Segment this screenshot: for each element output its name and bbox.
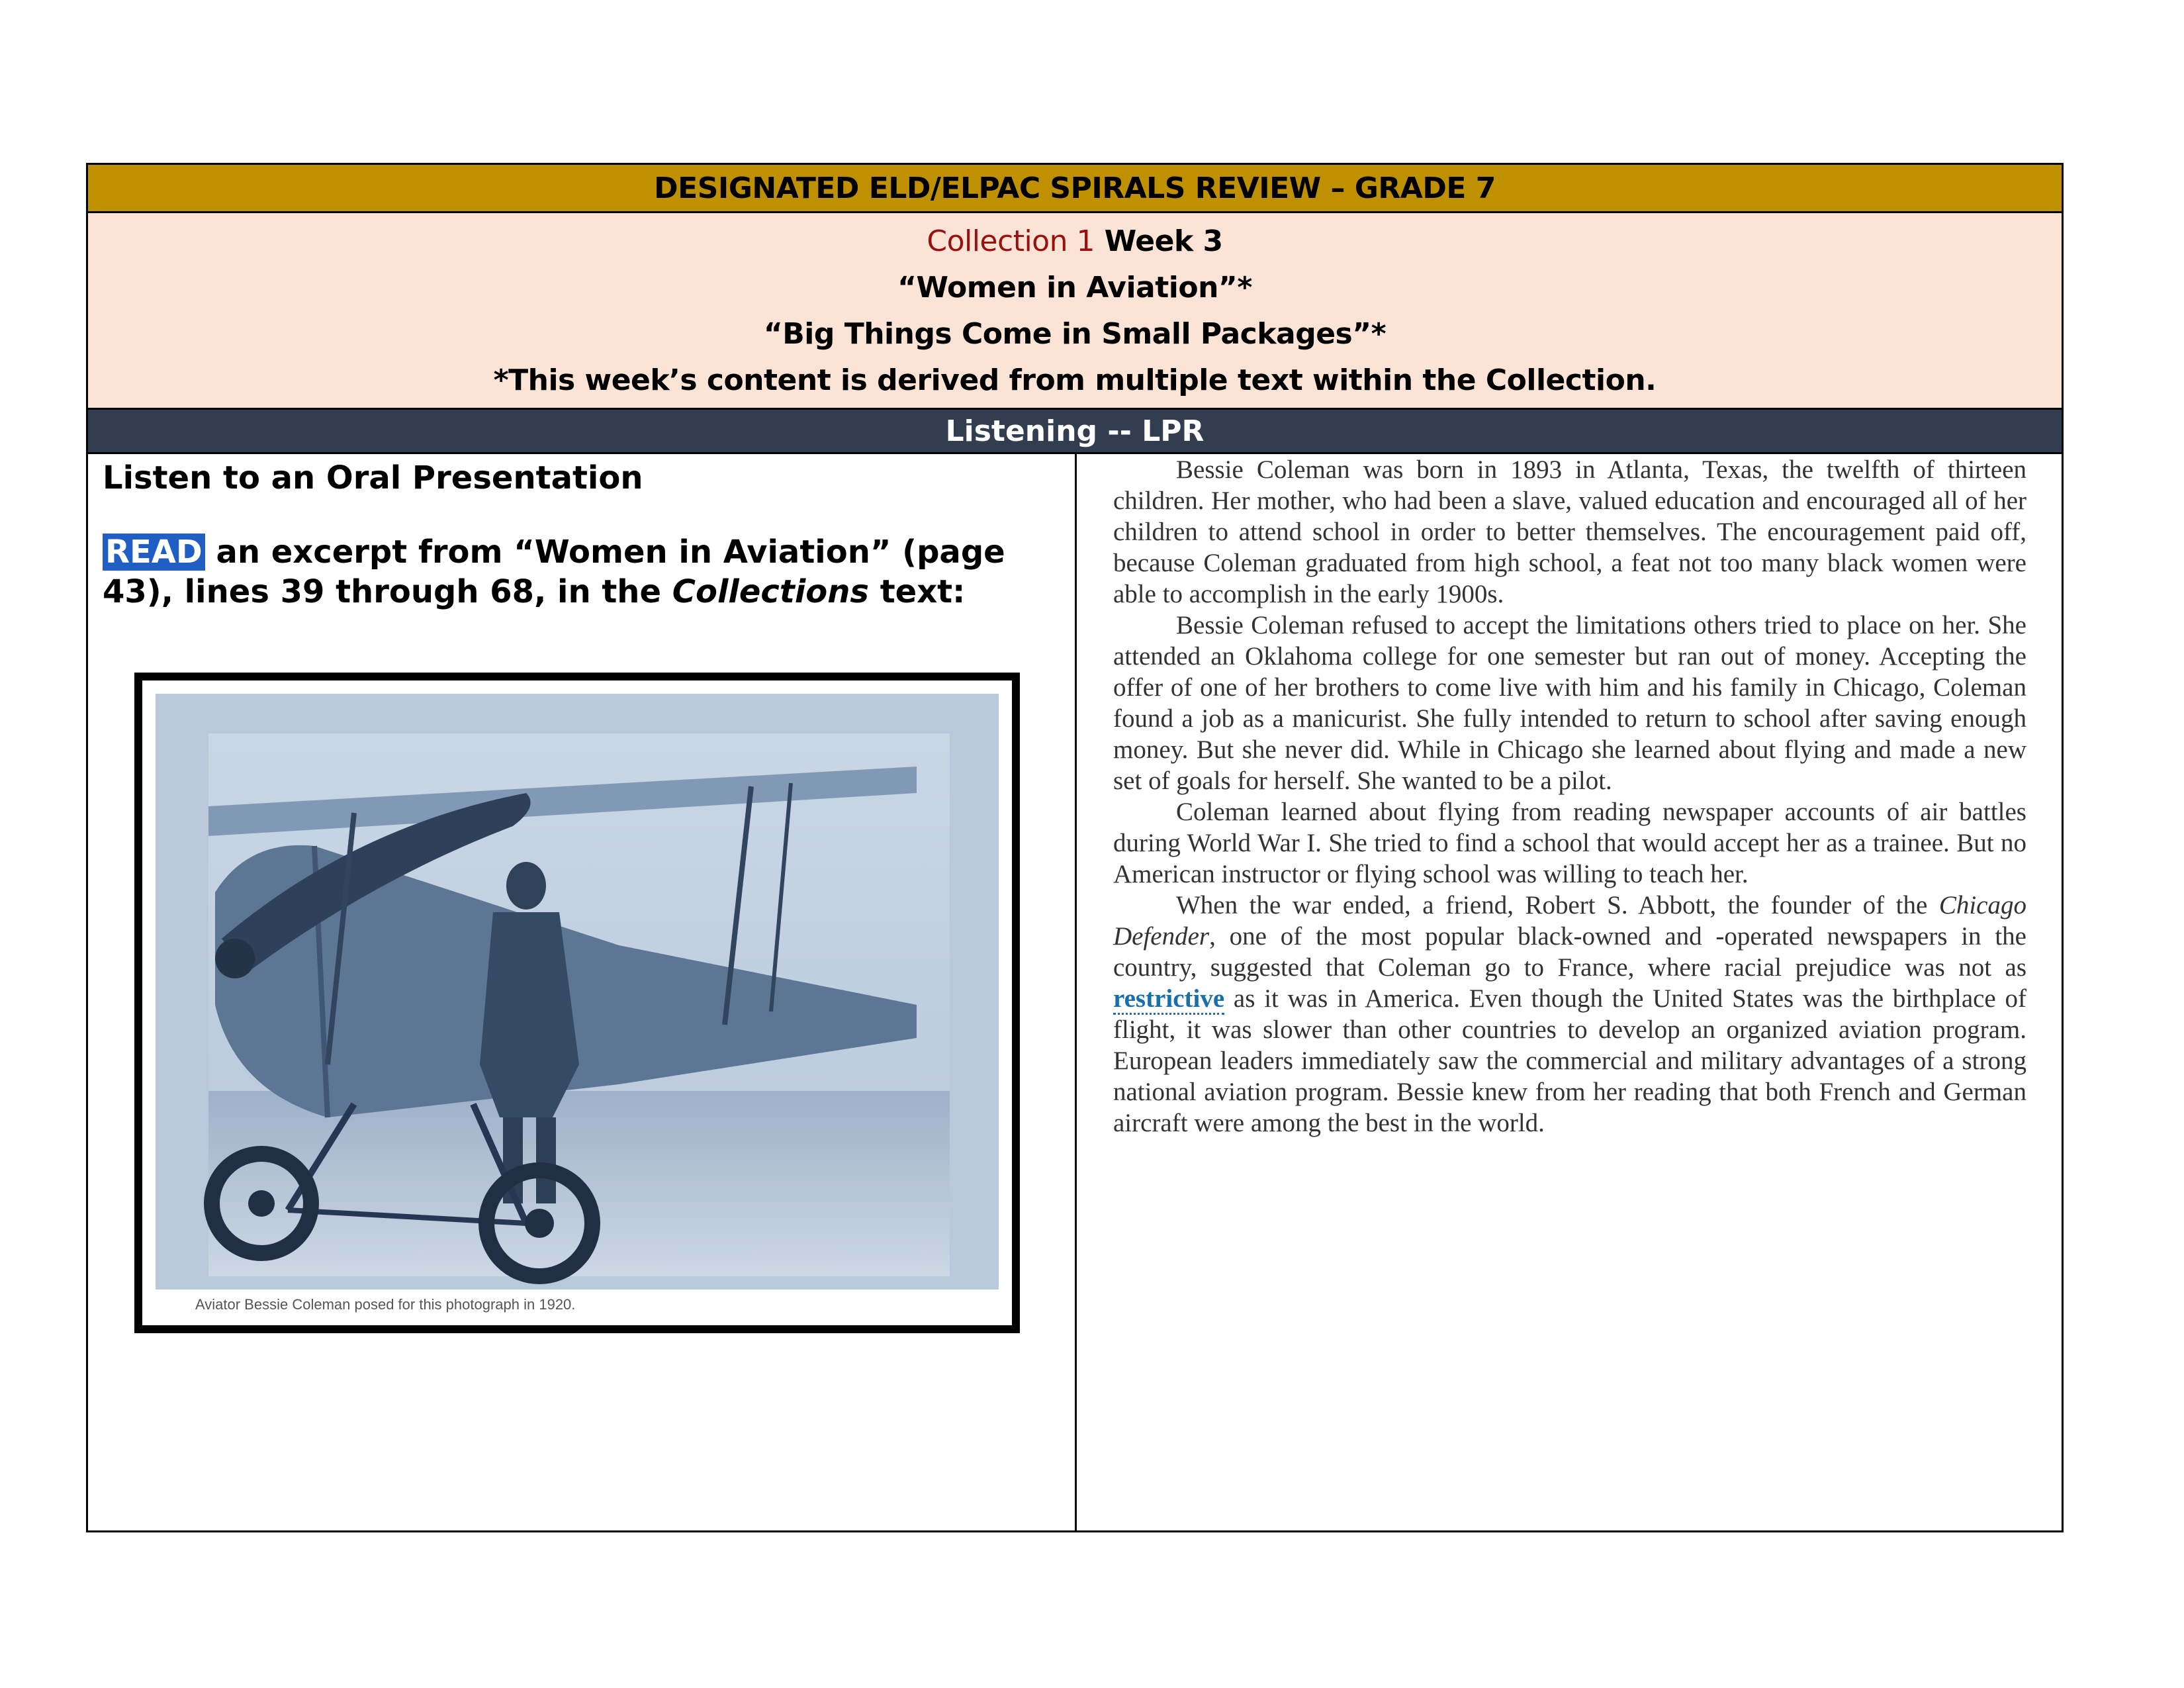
week-label: Week 3	[1104, 224, 1223, 258]
task-heading: Listen to an Oral Presentation	[103, 459, 643, 496]
read-instruction	[103, 532, 1056, 612]
photo-caption: Aviator Bessie Coleman posed for this photograph in 1920.	[195, 1296, 576, 1313]
collection-info	[88, 213, 2062, 410]
instruction-italic: Collections	[672, 573, 869, 610]
aviator-photo	[156, 694, 999, 1289]
excerpt-text-part: as it was in America. Even though the United States was the birthplace of flight, it was slower than other countries to develop an organized aviation program. European leaders immediately saw the commercial and military advantages of a strong national aviation program. Bessie knew from her reading that both French and German aircraft were among the best in the world.	[1113, 984, 2026, 1137]
instruction-text: an excerpt from “Women in Aviation” (page 43), lines 39 through 68, in the	[103, 534, 1005, 610]
excerpt-paragraph: Bessie Coleman refused to accept the limitations others tried to place on her. She attended an Oklahoma college for one semester but ran out of money. Accepting the offer of one of her brothers to come live with him and his family in Chicago, Coleman found a job as a manicurist. She fully intended to return to school after saving enough money. But she never did. While in Chicago she learned about flying and made a new set of goals for herself. She wanted to be a pilot.	[1113, 611, 2026, 795]
collection-label: Collection 1	[927, 224, 1095, 258]
instruction-text-end: text:	[868, 573, 966, 610]
read-keyword: READ	[103, 534, 205, 571]
content-note: *This week’s content is derived from multiple text within the Collection.	[493, 363, 1657, 397]
text-title-2: “Big Things Come in Small Packages”*	[763, 317, 1387, 351]
excerpt-text-part: , one of the most popular black-owned and -operated newspapers in the country, suggested that Coleman go to France, where racial prejudice was not as	[1113, 922, 2026, 982]
section-header: Listening -- LPR	[88, 410, 2062, 452]
collection-week-line	[88, 218, 2062, 265]
content-row	[88, 452, 2062, 1530]
vocabulary-word[interactable]: restrictive	[1113, 984, 1224, 1015]
excerpt-paragraph-4	[1113, 890, 2026, 1139]
instruction-column	[88, 454, 1077, 1530]
document-table	[86, 163, 2064, 1532]
photo-frame	[134, 673, 1020, 1333]
excerpt-column	[1077, 454, 2062, 1530]
text-title-1: “Women in Aviation”*	[897, 271, 1252, 305]
excerpt-text	[1113, 454, 2026, 1139]
excerpt-paragraph: Coleman learned about flying from reading newspaper accounts of air battles during World War I. She tried to find a school that would accept her as a trainee. But no American instructor or flying school was willing to teach her.	[1113, 798, 2026, 888]
document-title: DESIGNATED ELD/ELPAC SPIRALS REVIEW – GRADE 7	[88, 165, 2062, 213]
newspaper-title: Chicago Defender	[1113, 891, 2026, 951]
excerpt-paragraph: Bessie Coleman was born in 1893 in Atlanta, Texas, the twelfth of thirteen children. Her mother, who had been a slave, valued education and encouraged all of her children to attend school in order to better themselves. The encouragement paid off, because Coleman graduated from high school, a feat not too many black women were able to accomplish in the early 1900s.	[1113, 455, 2026, 608]
excerpt-text-part: When the war ended, a friend, Robert S. Abbott, the founder of the	[1176, 891, 1939, 919]
